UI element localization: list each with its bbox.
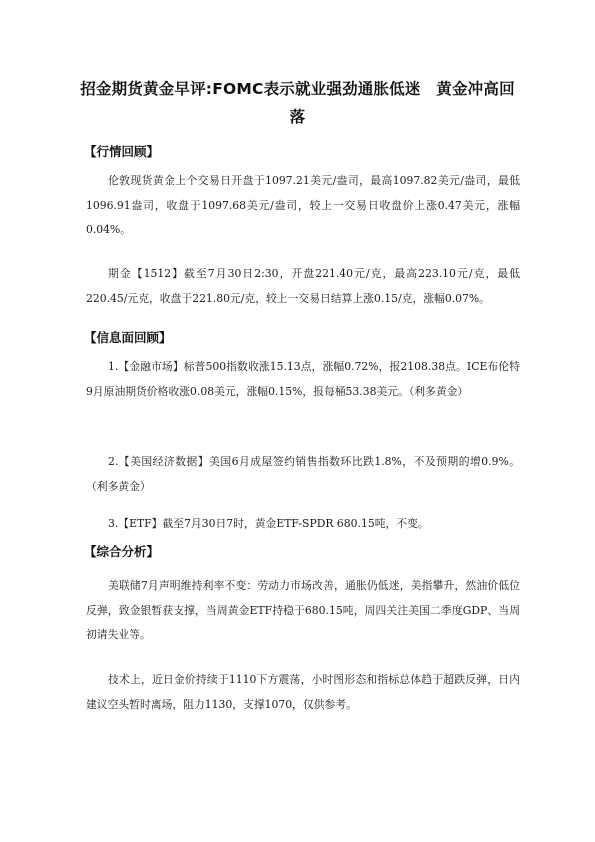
paragraph-futures-1512: 期金【1512】截至7月30日2:30，开盘221.40元/克，最高223.10元/克，最低220.45/元克，收盘于221.80元/克，较上一交易日结算上涨0.15/克，涨幅0.07%。	[86, 267, 520, 305]
paragraph-fed-statement: 美联储7月声明维持利率不变：劳动力市场改善，通胀仍低迷，美指攀升，然油价低位反弹，致金银暂获支撑，当周黄金ETF持稳于680.15吨，周四关注美国二季度GDP、当周初请失业等。	[86, 579, 520, 641]
paragraph-technical-analysis: 技术上，近日金价持续于1110下方震荡，小时图形态和指标总体趋于超跌反弹，日内建议空头暂时离场，阻力1130，支撑1070，仅供参考。	[86, 673, 520, 711]
paragraph-us-economic-data: 2.【美国经济数据】美国6月成屋签约销售指数环比跌1.8%，不及预期的增0.9%。（利多黄金）	[86, 455, 520, 493]
paragraph-london-gold: 伦敦现货黄金上个交易日开盘于1097.21美元/盎司，最高1097.82美元/盎司，最低1096.91盎司，收盘于1097.68美元/盎司，较上一交易日收盘价上涨0.47美元，涨幅0.04%。	[86, 174, 520, 236]
document-title: 招金期货黄金早评:FOMC表示就业强劲通胀低迷 黄金冲高回落	[80, 80, 515, 126]
paragraph-financial-markets: 1.【金融市场】标普500指数收涨15.13点，涨幅0.72%，报2108.38点。ICE布伦特9月原油期货价格收涨0.08美元，涨幅0.15%，报每桶53.38美元。（利多黄金）	[86, 360, 520, 398]
section-heading-market-review: 【行情回顾】	[84, 144, 160, 159]
paragraph-etf: 3.【ETF】截至7月30日7时，黄金ETF-SPDR 680.15吨，不变。	[108, 517, 429, 530]
section-heading-news-review: 【信息面回顾】	[84, 330, 172, 345]
section-heading-analysis: 【综合分析】	[84, 544, 160, 559]
